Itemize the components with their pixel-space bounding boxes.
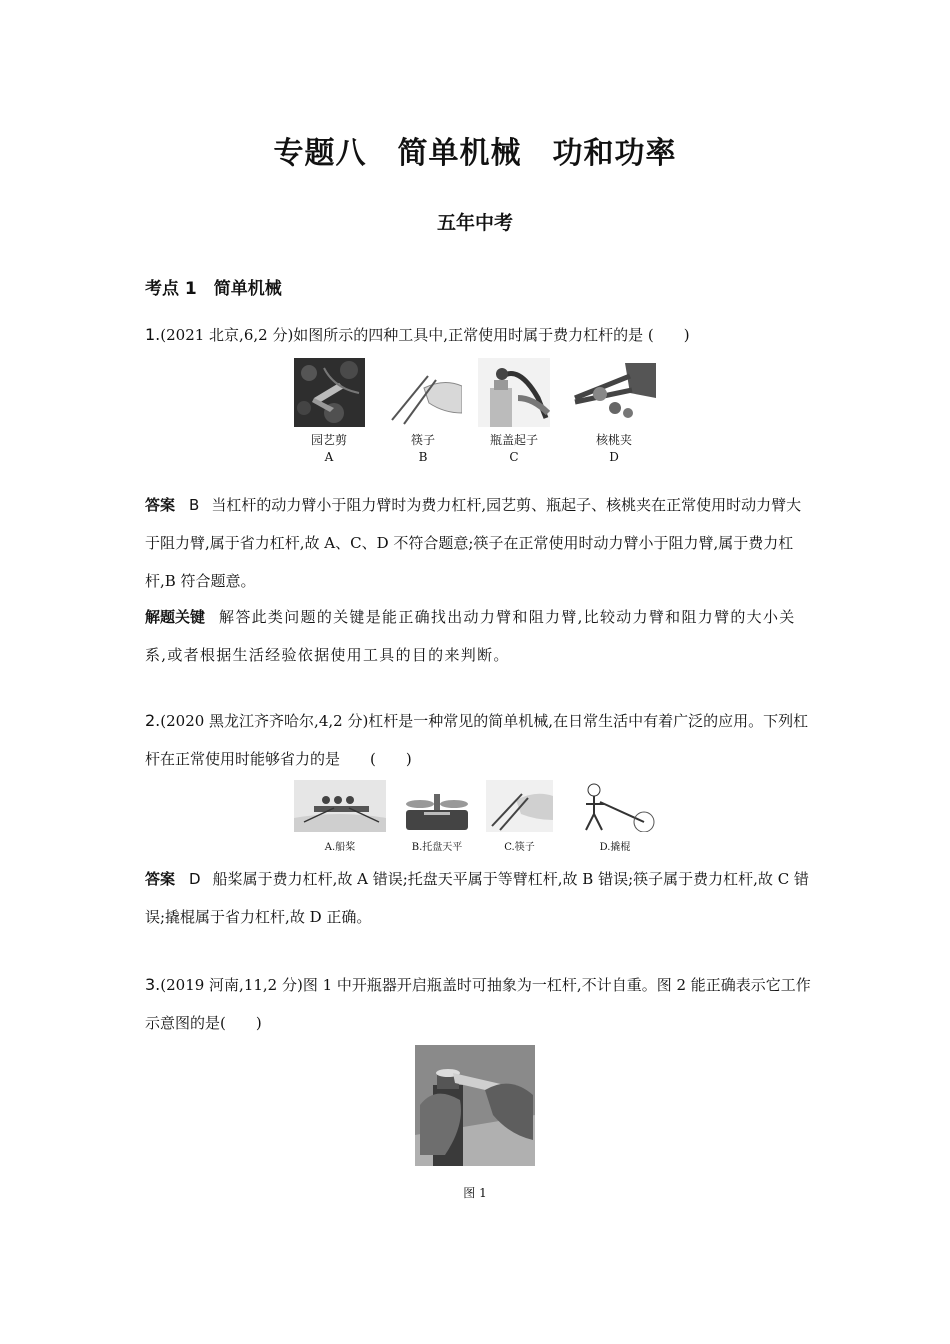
question-text: (2020 黑龙江齐齐哈尔,4,2 分)杠杆是一种常见的简单机械,在日常生活中有着广泛的应用。下列杠杆在正常使用时能够省力的是 ( ): [145, 712, 809, 768]
figure-caption-d: D.撬棍: [599, 842, 631, 853]
question-number: 1.: [145, 325, 161, 344]
key-text: 解答此类问题的关键是能正确找出动力臂和阻力臂,比较动力臂和阻力臂的大小关系,或者根据生活经验依据使用工具的目的来判断。: [145, 608, 796, 664]
figure-caption-c: C.筷子: [504, 842, 535, 853]
question-2: [145, 702, 815, 778]
bottle-opener-photo: [478, 358, 550, 427]
answer-explanation: 当杠杆的动力臂小于阻力臂时为费力杠杆,园艺剪、瓶起子、核桃夹在正常使用时动力臂大于阻力臂,属于省力杠杆,故 A、C、D 不符合题意;筷子在正常使用时动力臂小于阻力臂,属于费力杠杆,B 符合题意。: [145, 496, 802, 590]
figure-caption-b: 筷子 B: [410, 433, 435, 464]
section-heading: 考点 1 简单机械: [145, 279, 282, 299]
answer-tag: 答案: [145, 870, 176, 888]
figure-caption-a: A.船桨: [324, 842, 356, 853]
figure-caption-c: 瓶盖起子 C: [489, 433, 538, 464]
answer-1: [145, 486, 815, 600]
figure-caption-a: 园艺剪 A: [310, 433, 347, 464]
question-text: (2021 北京,6,2 分)如图所示的四种工具中,正常使用时属于费力杠杆的是 ( ): [160, 326, 690, 344]
crowbar-photo: [574, 780, 660, 832]
oar-rowing-photo: [294, 780, 386, 832]
key-tag: 解题关键: [145, 608, 206, 626]
figure-caption-b: B.托盘天平: [411, 842, 463, 853]
question-number: 3.: [145, 975, 161, 994]
bottle-opener-figure-1: [415, 1045, 535, 1166]
chopsticks-photo-2: [486, 780, 553, 832]
answer-letter: B: [189, 496, 200, 514]
tray-balance-photo: [400, 780, 474, 832]
figure-caption-d: 核桃夹 D: [595, 433, 632, 464]
figure-1-caption: 图 1: [463, 1186, 487, 1200]
answer-tag: 答案: [145, 496, 176, 514]
answer-explanation: 船桨属于费力杠杆,故 A 错误;托盘天平属于等臂杠杆,故 B 错误;筷子属于费力杠杆,故 C 错误;撬棍属于省力杠杆,故 D 正确。: [145, 870, 809, 926]
page-title: 专题八 简单机械 功和功率: [273, 136, 677, 171]
question-3: [145, 966, 815, 1042]
answer-2: [145, 860, 815, 936]
answer-letter: D: [189, 870, 201, 888]
nutcracker-photo: [570, 358, 656, 427]
chopsticks-photo: [384, 358, 462, 427]
solution-key-1: [145, 598, 815, 674]
page-subtitle: 五年中考: [436, 212, 513, 234]
question-number: 2.: [145, 711, 161, 730]
question-1: [145, 316, 815, 354]
garden-shears-photo: [294, 358, 365, 427]
question-text: (2019 河南,11,2 分)图 1 中开瓶器开启瓶盖时可抽象为一杠杆,不计自重。图 2 能正确表示它工作示意图的是( ): [145, 976, 811, 1032]
